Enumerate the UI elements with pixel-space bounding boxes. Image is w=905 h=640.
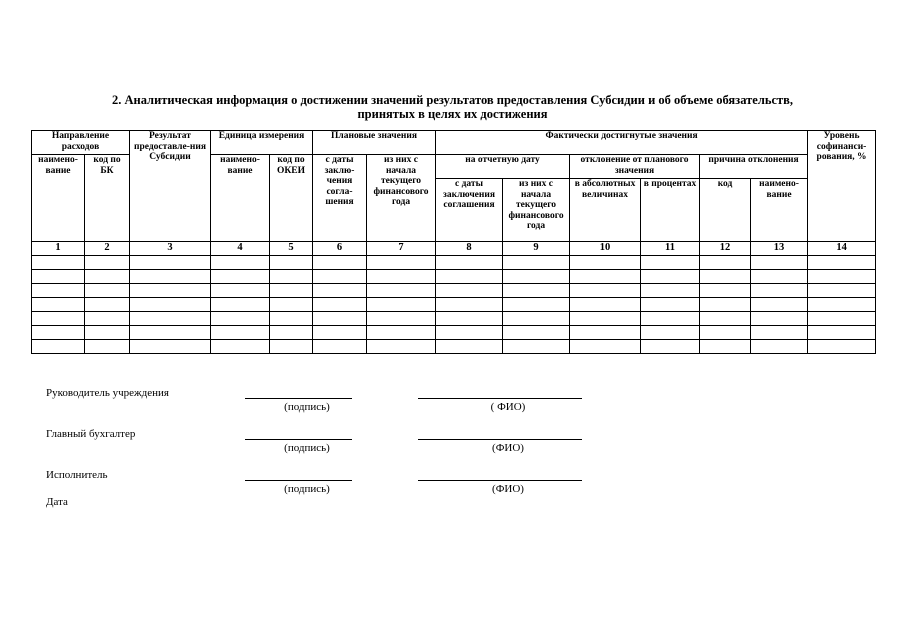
column-number: 12	[700, 242, 751, 256]
column-number: 13	[751, 242, 808, 256]
column-number: 8	[436, 242, 503, 256]
table-cell[interactable]	[808, 256, 876, 270]
table-cell[interactable]	[808, 340, 876, 354]
page-title-line-1: 2. Аналитическая информация о достижении значений результатов предоставления Субсидии и об объеме обязательств,	[111, 93, 794, 107]
table-cell[interactable]	[32, 326, 85, 340]
table-cell[interactable]	[700, 312, 751, 326]
table-cell[interactable]	[367, 312, 436, 326]
table-cell[interactable]	[751, 312, 808, 326]
table-cell[interactable]	[211, 298, 270, 312]
executor-name-line[interactable]	[418, 480, 582, 481]
table-cell[interactable]	[700, 340, 751, 354]
table-cell[interactable]	[85, 270, 130, 284]
table-cell[interactable]	[32, 298, 85, 312]
table-cell[interactable]	[211, 270, 270, 284]
table-row	[32, 284, 876, 298]
table-cell[interactable]	[570, 298, 641, 312]
table-row	[32, 256, 876, 270]
header-plan: Плановые значения	[313, 131, 436, 155]
table-cell[interactable]	[32, 312, 85, 326]
table-cell[interactable]	[32, 256, 85, 270]
table-cell[interactable]	[641, 256, 700, 270]
header-plan-agreement-date: с даты заклю-чения согла-шения	[313, 155, 367, 242]
table-cell[interactable]	[641, 326, 700, 340]
table-cell[interactable]	[808, 284, 876, 298]
table-cell[interactable]	[751, 326, 808, 340]
table-cell[interactable]	[270, 340, 313, 354]
table-cell[interactable]	[367, 326, 436, 340]
head-name-line[interactable]	[418, 398, 582, 399]
table-cell[interactable]	[313, 326, 367, 340]
header-row-groups	[32, 131, 876, 155]
header-direction-code: код по БК	[85, 155, 130, 242]
header-unit: Единица измерения	[211, 131, 313, 155]
header-direction: Направление расходов	[32, 131, 130, 155]
table-row	[32, 298, 876, 312]
header-direction-name: наимено-вание	[32, 155, 85, 242]
accountant-name-caption: (ФИО)	[492, 442, 524, 454]
accountant-signature-line[interactable]	[245, 439, 352, 440]
head-signature-line[interactable]	[245, 398, 352, 399]
table-cell[interactable]	[751, 284, 808, 298]
executor-name-caption: (ФИО)	[492, 483, 524, 495]
page-title	[0, 93, 905, 121]
table-cell[interactable]	[130, 284, 211, 298]
table-cell[interactable]	[32, 284, 85, 298]
table-cell[interactable]	[313, 340, 367, 354]
table-cell[interactable]	[641, 298, 700, 312]
table-cell[interactable]	[700, 284, 751, 298]
table-cell[interactable]	[436, 312, 503, 326]
table-cell[interactable]	[313, 270, 367, 284]
table-cell[interactable]	[130, 312, 211, 326]
table-cell[interactable]	[570, 270, 641, 284]
table-cell[interactable]	[367, 256, 436, 270]
executor-signature-caption: (подпись)	[284, 483, 330, 495]
table-cell[interactable]	[436, 284, 503, 298]
table-cell[interactable]	[700, 256, 751, 270]
table-cell[interactable]	[313, 284, 367, 298]
table-cell[interactable]	[751, 340, 808, 354]
table-cell[interactable]	[808, 312, 876, 326]
head-label: Руководитель учреждения	[46, 387, 169, 399]
table-cell[interactable]	[130, 298, 211, 312]
table-cell[interactable]	[436, 256, 503, 270]
header-fact-reason: причина отклонения	[700, 155, 808, 179]
column-number: 3	[130, 242, 211, 256]
head-name-caption: ( ФИО)	[490, 401, 526, 413]
table-row	[32, 340, 876, 354]
table-cell[interactable]	[130, 326, 211, 340]
table-cell[interactable]	[570, 326, 641, 340]
executor-label: Исполнитель	[46, 469, 108, 481]
table-cell[interactable]	[211, 284, 270, 298]
table-cell[interactable]	[85, 298, 130, 312]
table-cell[interactable]	[270, 312, 313, 326]
column-number: 7	[367, 242, 436, 256]
table-cell[interactable]	[436, 340, 503, 354]
table-cell[interactable]	[751, 298, 808, 312]
table-cell[interactable]	[436, 298, 503, 312]
table-cell[interactable]	[570, 340, 641, 354]
header-result: Результат предоставле-ния Субсидии	[130, 131, 211, 242]
column-number: 2	[85, 242, 130, 256]
table-cell[interactable]	[503, 340, 570, 354]
table-cell[interactable]	[211, 326, 270, 340]
table-cell[interactable]	[570, 284, 641, 298]
table-cell[interactable]	[32, 270, 85, 284]
table-cell[interactable]	[270, 284, 313, 298]
column-number: 4	[211, 242, 270, 256]
table-cell[interactable]	[503, 256, 570, 270]
accountant-label: Главный бухгалтер	[46, 428, 136, 440]
header-reason-code: код	[700, 179, 751, 242]
table-row	[32, 326, 876, 340]
table-cell[interactable]	[808, 298, 876, 312]
table-cell[interactable]	[211, 312, 270, 326]
table-cell[interactable]	[700, 270, 751, 284]
table-cell[interactable]	[570, 312, 641, 326]
table-cell[interactable]	[211, 340, 270, 354]
table-cell[interactable]	[270, 256, 313, 270]
table-cell[interactable]	[436, 326, 503, 340]
column-number: 10	[570, 242, 641, 256]
table-cell[interactable]	[367, 340, 436, 354]
table-cell[interactable]	[313, 312, 367, 326]
column-number: 9	[503, 242, 570, 256]
table-cell[interactable]	[270, 270, 313, 284]
table-cell[interactable]	[641, 340, 700, 354]
table-cell[interactable]	[211, 256, 270, 270]
page-title-line-2: принятых в целях их достижения	[357, 107, 548, 121]
table-cell[interactable]	[85, 256, 130, 270]
table-cell[interactable]	[503, 312, 570, 326]
table-cell[interactable]	[808, 270, 876, 284]
table-cell[interactable]	[270, 326, 313, 340]
table-cell[interactable]	[85, 284, 130, 298]
table-cell[interactable]	[570, 256, 641, 270]
table-cell[interactable]	[313, 298, 367, 312]
table-cell[interactable]	[270, 298, 313, 312]
header-fact: Фактически достигнутые значения	[436, 131, 808, 155]
header-deviation-absolute: в абсолютных величинах	[570, 179, 641, 242]
table-cell[interactable]	[700, 326, 751, 340]
table-cell[interactable]	[503, 270, 570, 284]
table-cell[interactable]	[641, 284, 700, 298]
header-unit-code: код по ОКЕИ	[270, 155, 313, 242]
header-fact-year-start: из них с начала текущего финансового года	[503, 179, 570, 242]
header-cofinance: Уровень софинанси-рования, %	[808, 131, 876, 242]
table-cell[interactable]	[85, 340, 130, 354]
header-plan-year-start: из них с начала текущего финансового года	[367, 155, 436, 242]
column-number: 6	[313, 242, 367, 256]
table-cell[interactable]	[808, 326, 876, 340]
date-label: Дата	[46, 496, 68, 508]
column-number-row	[32, 242, 876, 256]
table-cell[interactable]	[32, 340, 85, 354]
column-number: 11	[641, 242, 700, 256]
table-cell[interactable]	[503, 326, 570, 340]
header-unit-name: наимено-вание	[211, 155, 270, 242]
table-cell[interactable]	[641, 312, 700, 326]
table-cell[interactable]	[700, 298, 751, 312]
table-cell[interactable]	[367, 298, 436, 312]
column-number: 1	[32, 242, 85, 256]
table-cell[interactable]	[436, 270, 503, 284]
accountant-signature-caption: (подпись)	[284, 442, 330, 454]
table-cell[interactable]	[503, 284, 570, 298]
column-number: 5	[270, 242, 313, 256]
table-cell[interactable]	[641, 270, 700, 284]
table-cell[interactable]	[751, 270, 808, 284]
column-number: 14	[808, 242, 876, 256]
table-row	[32, 270, 876, 284]
table-cell[interactable]	[751, 256, 808, 270]
table-cell[interactable]	[85, 326, 130, 340]
header-fact-reporting-date: на отчетную дату	[436, 155, 570, 179]
table-cell[interactable]	[85, 312, 130, 326]
header-reason-name: наимено-вание	[751, 179, 808, 242]
accountant-name-line[interactable]	[418, 439, 582, 440]
table-cell[interactable]	[367, 284, 436, 298]
table-cell[interactable]	[130, 256, 211, 270]
header-fact-agreement-date: с даты заключения соглашения	[436, 179, 503, 242]
table-cell[interactable]	[130, 270, 211, 284]
report-table	[31, 130, 876, 354]
executor-signature-line[interactable]	[245, 480, 352, 481]
header-fact-deviation: отклонение от планового значения	[570, 155, 700, 179]
table-cell[interactable]	[313, 256, 367, 270]
table-row	[32, 312, 876, 326]
table-cell[interactable]	[130, 340, 211, 354]
head-signature-caption: (подпись)	[284, 401, 330, 413]
header-deviation-percent: в процентах	[641, 179, 700, 242]
table-cell[interactable]	[503, 298, 570, 312]
table-cell[interactable]	[367, 270, 436, 284]
